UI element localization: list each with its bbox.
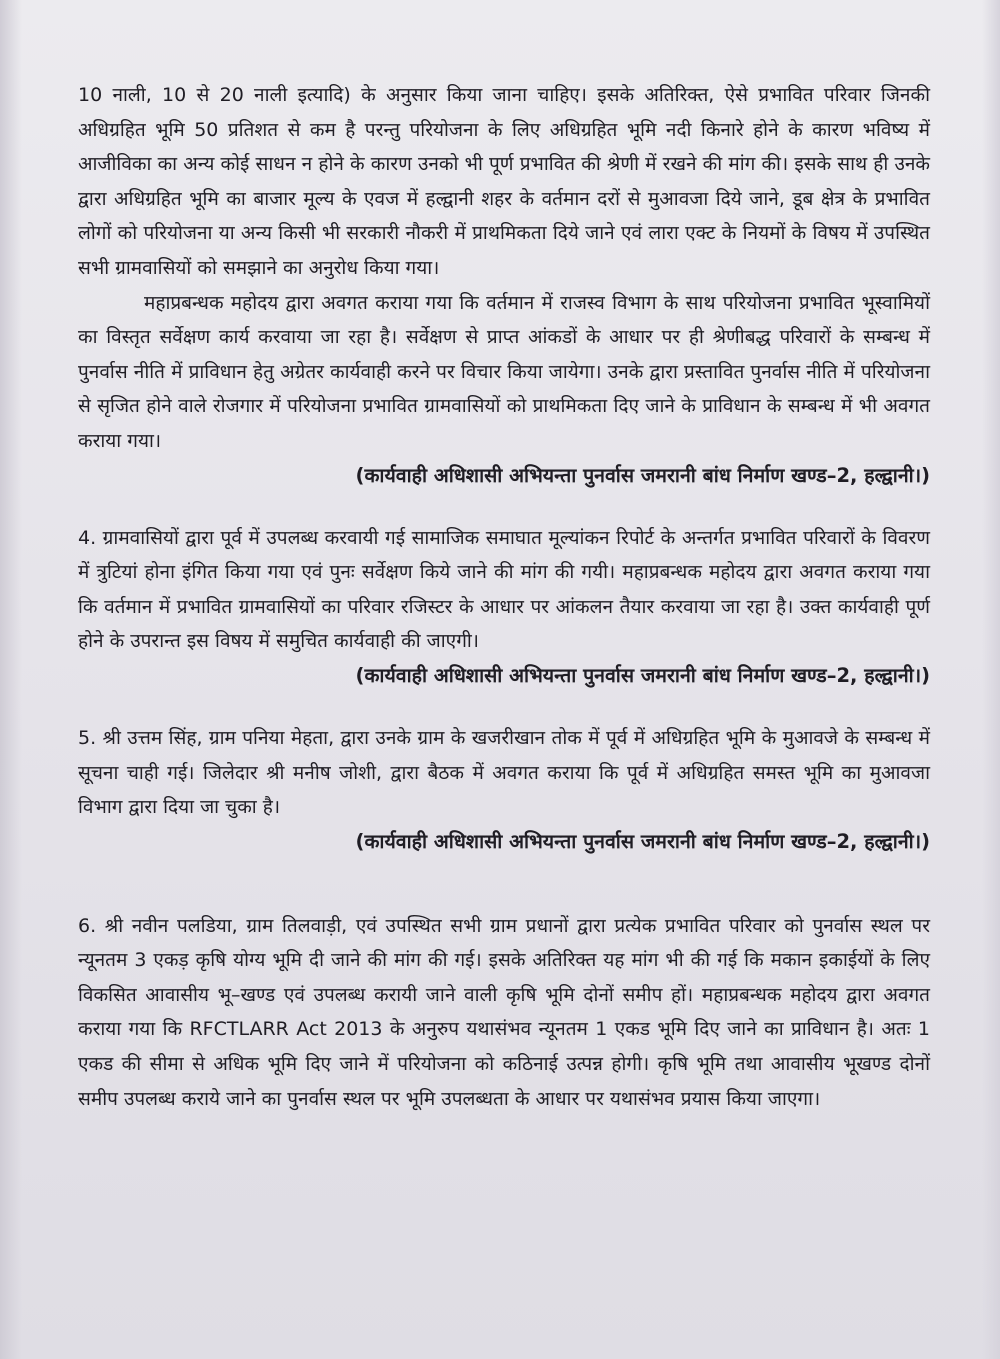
action-note-3: (कार्यवाही अधिशासी अभियन्ता पुनर्वास जमरानी बांध निर्माण खण्ड–2, हल्द्वानी।) [355, 829, 930, 853]
spacer [78, 493, 930, 521]
paragraph-demands-continued: 10 नाली, 10 से 20 नाली इत्यादि) के अनुसार किया जाना चाहिए। इसके अतिरिक्त, ऐसे प्रभावित परिवार जिनकी अधिग्रहित भूमि 50 प्रतिशत से कम है परन्तु परियोजना के लिए अधिग्रहित भूमि नदी किनारे होने के कारण भविष्य में आजीविका का अन्य कोई साधन न होने के कारण उनको भी पूर्ण प्रभावित की श्रेणी में रखने की मांग की। इसके साथ ही उनके द्वारा अधिग्रहित भूमि का बाजार मूल्य के एवज में हल्द्वानी शहर के वर्तमान दरों से मुआवजा दिये जाने, डूब क्षेत्र के प्रभावित लोगों को परियोजना या अन्य किसी भी सरकारी नौकरी में प्राथमिकता दिये जाने एवं लारा एक्ट के नियमों के विषय में उपस्थित सभी ग्रामवासियों को समझाने का अनुरोध किया गया। [78, 84, 930, 279]
spacer [78, 859, 930, 909]
paragraph-gm-response: महाप्रबन्धक महोदय द्वारा अवगत कराया गया कि वर्तमान में राजस्व विभाग के साथ परियोजना प्रभावित भूस्वामियों का विस्तृत सर्वेक्षण कार्य करवाया जा रहा है। सर्वेक्षण से प्राप्त आंकडों के आधार पर ही श्रेणीबद्ध परिवारों के सम्बन्ध में पुनर्वास नीति में प्राविधान हेतु अग्रेतर कार्यवाही करने पर विचार किया जायेगा। उनके द्वारा प्रस्तावित पुनर्वास नीति में परियोजना से सृजित होने वाले रोजगार में परियोजना प्रभावित ग्रामवासियों को प्राथमिकता दिए जाने के प्राविधान के सम्बन्ध में भी अवगत कराया गया। [78, 291, 930, 452]
action-note-2: (कार्यवाही अधिशासी अभियन्ता पुनर्वास जमरानी बांध निर्माण खण्ड–2, हल्द्वानी।) [355, 663, 930, 687]
spacer [78, 693, 930, 721]
item-4-paragraph: 4. ग्रामवासियों द्वारा पूर्व में उपलब्ध करवायी गई सामाजिक समाघात मूल्यांकन रिपोर्ट के अन्तर्गत प्रभावित परिवारों के विवरण में त्रुटियां होना इंगित किया गया एवं पुनः सर्वेक्षण किये जाने की मांग की गयी। महाप्रबन्धक महोदय द्वारा अवगत कराया गया कि वर्तमान में प्रभावित ग्रामवासियों का परिवार रजिस्टर के आधार पर आंकलन तैयार करवाया जा रहा है। उक्त कार्यवाही पूर्ण होने के उपरान्त इस विषय में समुचित कार्यवाही की जाएगी। [78, 526, 930, 653]
action-note-1: (कार्यवाही अधिशासी अभियन्ता पुनर्वास जमरानी बांध निर्माण खण्ड–2, हल्द्वानी।) [355, 463, 930, 487]
item-6-paragraph: 6. श्री नवीन पलडिया, ग्राम तिलवाड़ी, एवं उपस्थित सभी ग्राम प्रधानों द्वारा प्रत्येक प्रभावित परिवार को पुनर्वास स्थल पर न्यूनतम 3 एकड़ कृषि योग्य भूमि दी जाने की मांग की गई। इसके अतिरिक्त यह मांग भी की गई कि मकान इकाईयों के लिए विकसित आवासीय भू–खण्ड एवं उपलब्ध करायी जाने वाली कृषि भूमि दोनों समीप हों। महाप्रबन्धक महोदय द्वारा अवगत कराया गया कि RFCTLARR Act 2013 के अनुरुप यथासंभव न्यूनतम 1 एकड भूमि दिए जाने का प्राविधान है। अतः 1 एकड की सीमा से अधिक भूमि दिए जाने में परियोजना को कठिनाई उत्पन्न होगी। कृषि भूमि तथा आवासीय भूखण्ड दोनों समीप उपलब्ध कराये जाने का पुनर्वास स्थल पर भूमि उपलब्धता के आधार पर यथासंभव प्रयास किया जाएगा। [78, 914, 930, 1110]
document-body [78, 78, 930, 1116]
item-5-paragraph: 5. श्री उत्तम सिंह, ग्राम पनिया मेहता, द्वारा उनके ग्राम के खजरीखान तोक में पूर्व में अधिग्रहित भूमि के मुआवजे के सम्बन्ध में सूचना चाही गई। जिलेदार श्री मनीष जोशी, द्वारा बैठक में अवगत कराया कि पूर्व में अधिग्रहित समस्त भूमि का मुआवजा विभाग द्वारा दिया जा चुका है। [78, 726, 930, 819]
